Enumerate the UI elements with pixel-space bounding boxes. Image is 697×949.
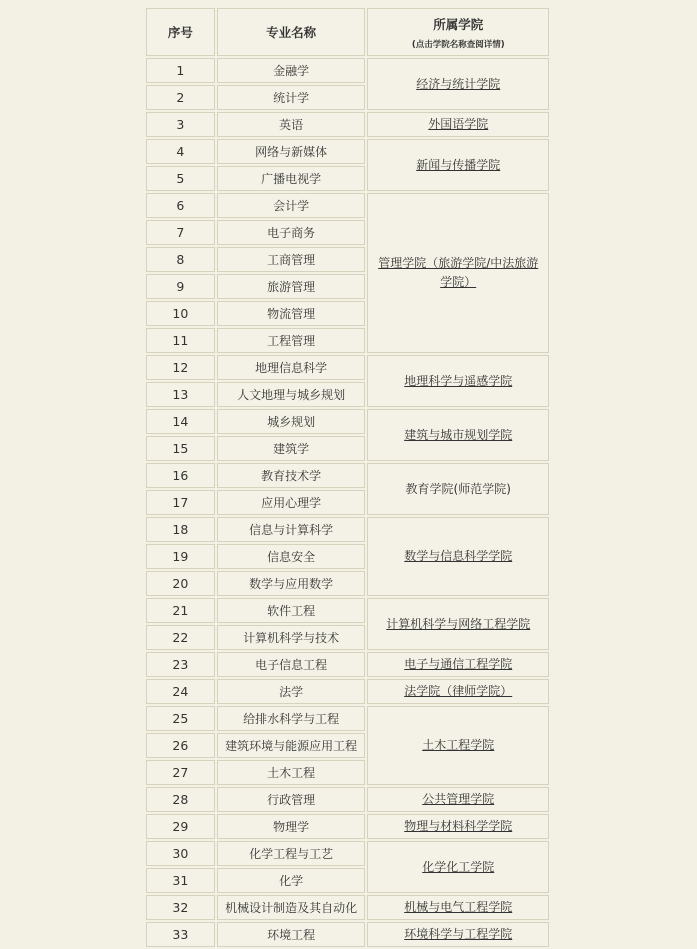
row-index: 10: [146, 301, 215, 326]
college-link[interactable]: 管理学院（旅游学院/中法旅游学院）: [378, 256, 539, 289]
row-index: 9: [146, 274, 215, 299]
row-index: 18: [146, 517, 215, 542]
row-major-name: 工商管理: [217, 247, 366, 272]
row-college-cell: [367, 679, 549, 704]
row-index: 19: [146, 544, 215, 569]
table-body: [146, 58, 549, 947]
row-index: 15: [146, 436, 215, 461]
row-major-name: 化学: [217, 868, 366, 893]
table-row: [146, 706, 549, 731]
row-major-name: 环境工程: [217, 922, 366, 947]
row-major-name: 教育技术学: [217, 463, 366, 488]
college-link[interactable]: 电子与通信工程学院: [404, 657, 513, 671]
majors-table-container: [144, 6, 551, 949]
row-index: 3: [146, 112, 215, 137]
table-row: [146, 139, 549, 164]
row-index: 24: [146, 679, 215, 704]
table-row: [146, 841, 549, 866]
row-index: 14: [146, 409, 215, 434]
college-link[interactable]: 环境科学与工程学院: [404, 927, 513, 941]
college-link[interactable]: 数学与信息科学学院: [404, 549, 513, 563]
college-link[interactable]: 化学化工学院: [422, 859, 495, 874]
row-index: 16: [146, 463, 215, 488]
row-index: 29: [146, 814, 215, 839]
row-index: 32: [146, 895, 215, 920]
row-major-name: 应用心理学: [217, 490, 366, 515]
row-index: 5: [146, 166, 215, 191]
row-major-name: 给排水科学与工程: [217, 706, 366, 731]
table-row: [146, 355, 549, 380]
row-index: 27: [146, 760, 215, 785]
table-row: [146, 193, 549, 218]
college-link[interactable]: 土木工程学院: [422, 738, 495, 752]
row-major-name: 计算机科学与技术: [217, 625, 366, 650]
table-row: [146, 409, 549, 434]
college-link[interactable]: 地理科学与遥感学院: [404, 373, 513, 388]
row-college-cell: [367, 895, 549, 920]
row-college-cell: [367, 787, 549, 812]
row-college-cell: [367, 112, 549, 137]
table-row: [146, 787, 549, 812]
table-row: [146, 895, 549, 920]
row-major-name: 会计学: [217, 193, 366, 218]
row-index: 17: [146, 490, 215, 515]
row-index: 33: [146, 922, 215, 947]
row-major-name: 工程管理: [217, 328, 366, 353]
row-major-name: 广播电视学: [217, 166, 366, 191]
college-link[interactable]: 物理与材料科学学院: [404, 819, 513, 833]
row-college-cell: [367, 652, 549, 677]
row-college-cell: [367, 58, 549, 110]
row-index: 30: [146, 841, 215, 866]
table-row: [146, 463, 549, 488]
row-index: 4: [146, 139, 215, 164]
row-college-cell: [367, 463, 549, 515]
row-major-name: 统计学: [217, 85, 366, 110]
row-major-name: 信息安全: [217, 544, 366, 569]
header-college: [367, 8, 549, 56]
row-college-cell: [367, 814, 549, 839]
college-link[interactable]: 新闻与传播学院: [416, 157, 501, 172]
row-major-name: 人文地理与城乡规划: [217, 382, 366, 407]
college-link[interactable]: 经济与统计学院: [416, 76, 501, 91]
college-link[interactable]: 建筑与城市规划学院: [404, 427, 513, 442]
table-row: [146, 652, 549, 677]
row-index: 13: [146, 382, 215, 407]
row-major-name: 信息与计算科学: [217, 517, 366, 542]
table-row: [146, 598, 549, 623]
row-major-name: 机械设计制造及其自动化: [217, 895, 366, 920]
row-major-name: 地理信息科学: [217, 355, 366, 380]
table-row: [146, 814, 549, 839]
college-link[interactable]: 公共管理学院: [422, 792, 495, 806]
header-major: 专业名称: [217, 8, 366, 56]
row-college-cell: [367, 193, 549, 353]
row-index: 7: [146, 220, 215, 245]
row-college-cell: [367, 355, 549, 407]
row-major-name: 金融学: [217, 58, 366, 83]
row-index: 21: [146, 598, 215, 623]
row-major-name: 网络与新媒体: [217, 139, 366, 164]
college-link[interactable]: 法学院（律师学院）: [404, 684, 513, 698]
majors-table: [144, 6, 551, 949]
row-major-name: 英语: [217, 112, 366, 137]
row-college-cell: [367, 139, 549, 191]
row-major-name: 建筑学: [217, 436, 366, 461]
row-major-name: 物流管理: [217, 301, 366, 326]
row-major-name: 数学与应用数学: [217, 571, 366, 596]
row-major-name: 城乡规划: [217, 409, 366, 434]
row-index: 1: [146, 58, 215, 83]
row-index: 28: [146, 787, 215, 812]
row-index: 6: [146, 193, 215, 218]
row-index: 26: [146, 733, 215, 758]
row-index: 25: [146, 706, 215, 731]
row-major-name: 建筑环境与能源应用工程: [217, 733, 366, 758]
row-college-cell: [367, 598, 549, 650]
row-college-cell: [367, 922, 549, 947]
row-index: 31: [146, 868, 215, 893]
header-college-label: 所属学院: [433, 16, 484, 32]
row-major-name: 行政管理: [217, 787, 366, 812]
college-link[interactable]: 计算机科学与网络工程学院: [386, 616, 531, 631]
row-college-cell: [367, 517, 549, 596]
row-major-name: 法学: [217, 679, 366, 704]
row-major-name: 软件工程: [217, 598, 366, 623]
row-index: 12: [146, 355, 215, 380]
college-name: 教育学院(师范学院): [405, 481, 511, 496]
table-header-row: [146, 8, 549, 56]
table-row: [146, 679, 549, 704]
table-row: [146, 58, 549, 83]
row-index: 8: [146, 247, 215, 272]
row-index: 2: [146, 85, 215, 110]
row-college-cell: [367, 841, 549, 893]
row-index: 22: [146, 625, 215, 650]
row-major-name: 物理学: [217, 814, 366, 839]
row-major-name: 旅游管理: [217, 274, 366, 299]
row-college-cell: [367, 706, 549, 785]
college-link[interactable]: 外国语学院: [428, 117, 489, 131]
table-row: [146, 922, 549, 947]
header-index: 序号: [146, 8, 215, 56]
row-college-cell: [367, 409, 549, 461]
row-index: 11: [146, 328, 215, 353]
table-row: [146, 517, 549, 542]
row-major-name: 电子信息工程: [217, 652, 366, 677]
row-major-name: 化学工程与工艺: [217, 841, 366, 866]
college-link[interactable]: 机械与电气工程学院: [404, 900, 513, 914]
row-index: 23: [146, 652, 215, 677]
table-row: [146, 112, 549, 137]
row-index: 20: [146, 571, 215, 596]
row-major-name: 电子商务: [217, 220, 366, 245]
row-major-name: 土木工程: [217, 760, 366, 785]
header-college-note: (点击学院名称查阅详情): [411, 39, 505, 50]
